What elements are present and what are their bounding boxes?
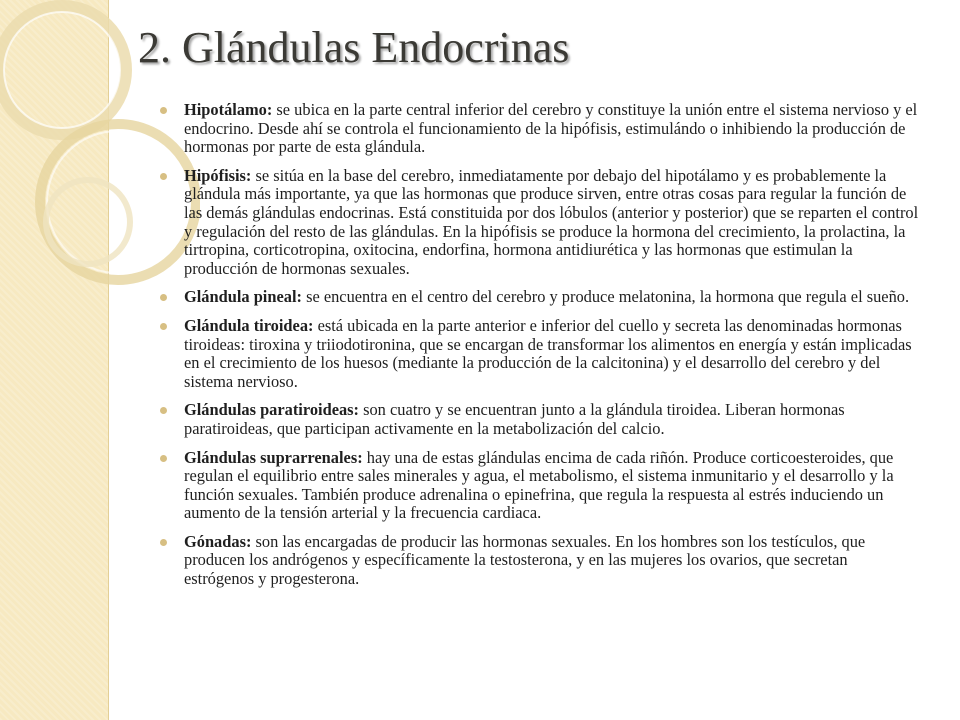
item-term: Glándula tiroidea: bbox=[184, 315, 314, 335]
list-item-suprarrenales bbox=[160, 449, 920, 523]
ring-large bbox=[0, 6, 126, 134]
item-text: son las encargadas de producir las hormonas sexuales. En los hombres son los testículos, que producen los andrógenos y específicamente la testosterona, y en las mujeres los ovarios, que secretan estrógenos y progesterona. bbox=[184, 531, 866, 589]
item-text: hay una de estas glándulas encima de cada riñón. Produce corticoesteroides, que regulan el equilibrio entre sales minerales y agua, el metabolismo, el sistema inmunitario y el desarrollo y la función sexuales. También produce adrenalina o epinefrina, que regula la respuesta al estrés induciendo un aumento de la tensión arterial y la frecuencia cardiaca. bbox=[184, 447, 894, 523]
list-item-gonadas bbox=[160, 533, 920, 589]
item-text: se ubica en la parte central inferior del cerebro y constituye la unión entre el sistema nervioso y el endocrino. Desde ahí se controla el funcionamiento de la hipófisis, estimulándo o inhibiendo la producción de hormonas por parte de esta glándula. bbox=[184, 100, 918, 157]
list-item-tiroidea bbox=[160, 317, 920, 391]
gland-list bbox=[160, 101, 920, 599]
item-term: Glándula pineal: bbox=[184, 287, 302, 307]
bullet-icon bbox=[160, 323, 167, 330]
item-text: son cuatro y se encuentran junto a la glándula tiroidea. Liberan hormonas paratiroideas, que participan activamente en la metabolización del calcio. bbox=[184, 400, 845, 438]
item-term: Glándulas paratiroideas: bbox=[184, 400, 360, 420]
bullet-icon bbox=[160, 294, 167, 301]
bullet-icon bbox=[160, 173, 167, 180]
item-term: Gónadas: bbox=[184, 531, 252, 551]
item-text: se sitúa en la base del cerebro, inmediatamente por debajo del hipotálamo y es probablemente la glándula más importante, ya que las hormonas que produce sirven, entre otras cosas para regular la función de las demás glándulas endocrinas. Está constituida por dos lóbulos (anterior y posterior) que se reparten el control y regulación del resto de las glándulas. En la hipófisis se produce la hormona del crecimiento, la prolactina, la tirtropina, corticotropina, oxitocina, endorfina, hormona antidiurética y las hormonas que estimulan la producción de hormonas sexuales. bbox=[184, 165, 919, 278]
bullet-icon bbox=[160, 407, 167, 414]
slide-title: 2. Glándulas Endocrinas bbox=[138, 23, 570, 72]
list-item-hipofisis bbox=[160, 167, 920, 279]
item-term: Glándulas suprarrenales: bbox=[184, 447, 363, 467]
list-item-paratiroideas bbox=[160, 401, 920, 438]
item-text: se encuentra en el centro del cerebro y produce melatonina, la hormona que regula el sueño. bbox=[301, 287, 910, 307]
bullet-icon bbox=[160, 539, 167, 546]
list-item-pineal bbox=[160, 288, 920, 307]
ring-tiny bbox=[46, 180, 130, 264]
item-term: Hipotálamo: bbox=[184, 100, 273, 119]
bullet-icon bbox=[160, 107, 167, 114]
list-item-hipotalamo bbox=[160, 101, 920, 157]
ring-large-inner bbox=[4, 12, 120, 128]
bullet-icon bbox=[160, 455, 167, 462]
item-term: Hipófisis: bbox=[184, 165, 252, 185]
item-text: está ubicada en la parte anterior e inferior del cuello y secreta las denominadas hormonas tiroideas: tiroxina y triiodotironina, que se encargan de transformar los alimentos en energía y están implicadas en el crecimiento de los huesos (mediante la producción de la calcitonina) y el desarrollo del cerebro y del sistema nervioso. bbox=[184, 315, 912, 391]
